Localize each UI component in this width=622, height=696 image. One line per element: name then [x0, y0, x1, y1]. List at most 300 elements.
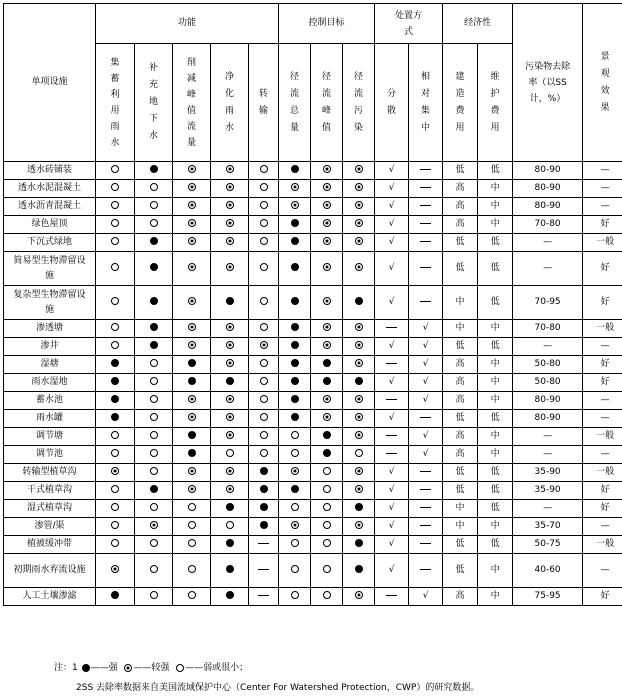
weak-open-circle-icon: [150, 201, 158, 209]
symbol-cell: [135, 554, 173, 588]
symbol-cell: [279, 180, 311, 198]
landscape-cell: 一般: [583, 464, 622, 482]
symbol-cell: [311, 446, 343, 464]
landscape-cell: —: [583, 410, 622, 428]
symbol-cell: [211, 446, 249, 464]
weak-open-circle-icon: [260, 297, 268, 305]
symbol-cell: [211, 286, 249, 320]
symbol-cell: [311, 252, 343, 286]
medium-dotted-circle-icon: [226, 467, 234, 475]
table-row: [4, 482, 622, 500]
medium-dotted-circle-icon: [323, 183, 331, 191]
medium-dotted-circle-icon: [291, 521, 299, 529]
strong-filled-circle-icon: [355, 503, 363, 511]
weak-open-circle-icon: [176, 664, 184, 672]
symbol-cell: [279, 446, 311, 464]
weak-open-circle-icon: [260, 413, 268, 421]
medium-dotted-circle-icon: [355, 467, 363, 475]
symbol-cell: [135, 286, 173, 320]
treatment-cell: [409, 162, 443, 180]
facility-name: 湿塘: [4, 356, 96, 374]
cost-cell: 高: [443, 356, 478, 374]
symbol-cell: [279, 428, 311, 446]
symbol-cell: [311, 588, 343, 606]
strong-filled-circle-icon: [291, 323, 299, 331]
cost-cell: 低: [478, 338, 513, 356]
treatment-cell: [409, 198, 443, 216]
symbol-cell: [279, 536, 311, 554]
medium-dotted-circle-icon: [323, 219, 331, 227]
symbol-cell: [96, 234, 135, 252]
symbol-cell: [173, 216, 211, 234]
symbol-cell: [173, 554, 211, 588]
facility-name: 调节池: [4, 446, 96, 464]
weak-open-circle-icon: [150, 449, 158, 457]
facility-name: 初期雨水弃流设施: [4, 554, 96, 588]
symbol-cell: [135, 410, 173, 428]
symbol-cell: [343, 180, 375, 198]
weak-open-circle-icon: [111, 341, 119, 349]
table-row: [4, 446, 622, 464]
symbol-cell: [173, 180, 211, 198]
landscape-cell: 好: [583, 216, 622, 234]
symbol-cell: [173, 518, 211, 536]
removal-cell: —: [513, 500, 583, 518]
dash: [386, 453, 397, 454]
strong-filled-circle-icon: [82, 664, 90, 672]
symbol-cell: [96, 588, 135, 606]
medium-dotted-circle-icon: [188, 165, 196, 173]
check-mark: √: [422, 376, 429, 387]
weak-open-circle-icon: [291, 503, 299, 511]
landscape-cell: —: [583, 554, 622, 588]
symbol-cell: [249, 252, 279, 286]
medium-dotted-circle-icon: [226, 263, 234, 271]
dash: [420, 507, 431, 508]
symbol-cell: [311, 320, 343, 338]
weak-open-circle-icon: [150, 539, 158, 547]
check-mark: √: [388, 218, 395, 229]
symbol-cell: [279, 162, 311, 180]
weak-open-circle-icon: [323, 565, 331, 573]
check-mark: √: [388, 296, 395, 307]
weak-open-circle-icon: [260, 201, 268, 209]
strong-filled-circle-icon: [291, 165, 299, 173]
weak-open-circle-icon: [111, 263, 119, 271]
strong-filled-circle-icon: [291, 413, 299, 421]
dash: [386, 399, 397, 400]
treatment-cell: [409, 482, 443, 500]
cost-cell: 中: [443, 518, 478, 536]
table-row: [4, 320, 622, 338]
symbol-cell: [311, 216, 343, 234]
facility-name: 复杂型生物滞留设施: [4, 286, 96, 320]
symbol-cell: [249, 198, 279, 216]
facility-name: 透水水泥混凝土: [4, 180, 96, 198]
strong-filled-circle-icon: [111, 377, 119, 385]
symbol-cell: [96, 518, 135, 536]
medium-dotted-circle-icon: [226, 341, 234, 349]
treatment-cell: [409, 428, 443, 446]
table-row: [4, 198, 622, 216]
treatment-cell: [409, 446, 443, 464]
treatment-cell: [375, 410, 409, 428]
weak-open-circle-icon: [150, 359, 158, 367]
symbol-cell: [135, 464, 173, 482]
strong-filled-circle-icon: [291, 219, 299, 227]
symbol-cell: [279, 588, 311, 606]
treatment-cell: [375, 536, 409, 554]
subheader-11: 维护费用: [478, 44, 513, 162]
treatment-cell: [409, 536, 443, 554]
table-row: [4, 588, 622, 606]
strong-filled-circle-icon: [226, 377, 234, 385]
removal-cell: 70-80: [513, 320, 583, 338]
medium-dotted-circle-icon: [226, 183, 234, 191]
check-mark: √: [388, 564, 395, 575]
weak-open-circle-icon: [291, 565, 299, 573]
removal-cell: 80-90: [513, 198, 583, 216]
medium-dotted-circle-icon: [111, 467, 119, 475]
treatment-cell: [375, 320, 409, 338]
strong-filled-circle-icon: [188, 431, 196, 439]
weak-open-circle-icon: [111, 183, 119, 191]
symbol-cell: [249, 356, 279, 374]
landscape-cell: —: [583, 180, 622, 198]
weak-open-circle-icon: [291, 449, 299, 457]
weak-open-circle-icon: [111, 201, 119, 209]
table-row: [4, 410, 622, 428]
symbol-cell: [343, 588, 375, 606]
symbol-cell: [279, 374, 311, 392]
landscape-cell: —: [583, 198, 622, 216]
medium-dotted-circle-icon: [291, 467, 299, 475]
weak-open-circle-icon: [150, 591, 158, 599]
removal-cell: 80-90: [513, 392, 583, 410]
removal-cell: 40-60: [513, 554, 583, 588]
symbol-cell: [279, 554, 311, 588]
strong-filled-circle-icon: [150, 323, 158, 331]
symbol-cell: [96, 428, 135, 446]
weak-open-circle-icon: [150, 431, 158, 439]
symbol-cell: [279, 356, 311, 374]
cost-cell: 中: [478, 180, 513, 198]
treatment-cell: [375, 518, 409, 536]
symbol-cell: [279, 216, 311, 234]
medium-dotted-circle-icon: [355, 591, 363, 599]
weak-open-circle-icon: [150, 377, 158, 385]
strong-filled-circle-icon: [323, 359, 331, 367]
symbol-cell: [249, 216, 279, 234]
facility-name: 调节塘: [4, 428, 96, 446]
check-mark: √: [388, 538, 395, 549]
symbol-cell: [249, 554, 279, 588]
symbol-cell: [173, 234, 211, 252]
medium-dotted-circle-icon: [188, 395, 196, 403]
weak-open-circle-icon: [323, 539, 331, 547]
strong-filled-circle-icon: [291, 263, 299, 271]
treatment-cell: [409, 180, 443, 198]
cost-cell: 中: [478, 518, 513, 536]
strong-filled-circle-icon: [188, 377, 196, 385]
weak-open-circle-icon: [260, 377, 268, 385]
treatment-cell: [409, 588, 443, 606]
symbol-cell: [249, 536, 279, 554]
medium-dotted-circle-icon: [188, 263, 196, 271]
weak-open-circle-icon: [260, 263, 268, 271]
facility-name: 渗透塘: [4, 320, 96, 338]
dash: [386, 363, 397, 364]
table-row: [4, 234, 622, 252]
symbol-cell: [343, 500, 375, 518]
medium-dotted-circle-icon: [323, 395, 331, 403]
symbol-cell: [96, 338, 135, 356]
facility-name: 渗管/渠: [4, 518, 96, 536]
symbol-cell: [249, 410, 279, 428]
table-row: [4, 180, 622, 198]
cost-cell: 低: [443, 162, 478, 180]
cost-cell: 中: [443, 286, 478, 320]
cost-cell: 低: [443, 482, 478, 500]
subheader-3: 净化雨水: [211, 44, 249, 162]
strong-filled-circle-icon: [226, 565, 234, 573]
symbol-cell: [311, 162, 343, 180]
removal-cell: 70-95: [513, 286, 583, 320]
medium-dotted-circle-icon: [188, 297, 196, 305]
treatment-cell: [375, 464, 409, 482]
check-mark: √: [388, 376, 395, 387]
strong-filled-circle-icon: [226, 297, 234, 305]
symbol-cell: [311, 392, 343, 410]
weak-open-circle-icon: [260, 237, 268, 245]
cost-cell: 低: [478, 482, 513, 500]
symbol-cell: [279, 234, 311, 252]
symbol-cell: [249, 482, 279, 500]
weak-open-circle-icon: [150, 467, 158, 475]
symbol-cell: [343, 234, 375, 252]
table-row: [4, 536, 622, 554]
symbol-cell: [211, 234, 249, 252]
symbol-cell: [135, 198, 173, 216]
check-mark: √: [388, 340, 395, 351]
facility-name: 透水砖铺装: [4, 162, 96, 180]
landscape-cell: —: [583, 446, 622, 464]
dash: [420, 301, 431, 302]
symbol-cell: [311, 554, 343, 588]
weak-open-circle-icon: [111, 323, 119, 331]
weak-open-circle-icon: [260, 431, 268, 439]
cost-cell: 中: [478, 198, 513, 216]
facility-name: 植被缓冲带: [4, 536, 96, 554]
dash: [420, 569, 431, 570]
table-row: [4, 252, 622, 286]
symbol-cell: [96, 554, 135, 588]
removal-cell: —: [513, 234, 583, 252]
cost-cell: 低: [443, 410, 478, 428]
landscape-cell: 好: [583, 252, 622, 286]
symbol-cell: [96, 198, 135, 216]
medium-dotted-circle-icon: [323, 413, 331, 421]
weak-open-circle-icon: [188, 565, 196, 573]
symbol-cell: [173, 392, 211, 410]
cost-cell: 中: [478, 588, 513, 606]
cost-cell: 中: [478, 446, 513, 464]
symbol-cell: [96, 536, 135, 554]
cost-cell: 低: [478, 286, 513, 320]
weak-open-circle-icon: [111, 165, 119, 173]
weak-open-circle-icon: [111, 237, 119, 245]
symbol-cell: [135, 162, 173, 180]
weak-open-circle-icon: [111, 297, 119, 305]
facility-name: 简易型生物滞留设施: [4, 252, 96, 286]
symbol-cell: [135, 428, 173, 446]
weak-open-circle-icon: [188, 521, 196, 529]
symbol-cell: [135, 588, 173, 606]
medium-dotted-circle-icon: [323, 341, 331, 349]
symbol-cell: [311, 356, 343, 374]
symbol-cell: [343, 482, 375, 500]
symbol-cell: [135, 392, 173, 410]
symbol-cell: [343, 338, 375, 356]
cost-cell: 中: [443, 500, 478, 518]
facility-name: 雨水罐: [4, 410, 96, 428]
cost-cell: 中: [478, 320, 513, 338]
symbol-cell: [135, 446, 173, 464]
medium-dotted-circle-icon: [323, 323, 331, 331]
removal-cell: —: [513, 446, 583, 464]
symbol-cell: [173, 198, 211, 216]
weak-open-circle-icon: [323, 485, 331, 493]
weak-open-circle-icon: [260, 395, 268, 403]
medium-dotted-circle-icon: [323, 165, 331, 173]
symbol-cell: [311, 428, 343, 446]
landscape-cell: 好: [583, 588, 622, 606]
treatment-cell: [375, 374, 409, 392]
symbol-cell: [173, 500, 211, 518]
symbol-cell: [135, 374, 173, 392]
strong-filled-circle-icon: [188, 449, 196, 457]
medium-dotted-circle-icon: [355, 521, 363, 529]
medium-dotted-circle-icon: [323, 263, 331, 271]
removal-cell: 75-95: [513, 588, 583, 606]
table-row: [4, 356, 622, 374]
dash: [420, 187, 431, 188]
check-mark: √: [388, 236, 395, 247]
removal-cell: 35-70: [513, 518, 583, 536]
weak-open-circle-icon: [111, 503, 119, 511]
weak-open-circle-icon: [111, 521, 119, 529]
check-mark: √: [388, 466, 395, 477]
treatment-cell: [409, 518, 443, 536]
removal-cell: 35-90: [513, 482, 583, 500]
dash: [386, 595, 397, 596]
symbol-cell: [96, 162, 135, 180]
symbol-cell: [96, 374, 135, 392]
landscape-cell: 好: [583, 356, 622, 374]
facility-name: 下沉式绿地: [4, 234, 96, 252]
symbol-cell: [211, 518, 249, 536]
treatment-cell: [375, 286, 409, 320]
weak-open-circle-icon: [291, 431, 299, 439]
symbol-cell: [343, 428, 375, 446]
treatment-cell: [375, 500, 409, 518]
symbol-cell: [135, 320, 173, 338]
treatment-cell: [409, 338, 443, 356]
medium-dotted-circle-icon: [355, 359, 363, 367]
weak-open-circle-icon: [260, 219, 268, 227]
medium-dotted-circle-icon: [355, 431, 363, 439]
header-item: 单项设施: [4, 4, 96, 162]
cost-cell: 低: [478, 252, 513, 286]
symbol-cell: [96, 410, 135, 428]
strong-filled-circle-icon: [291, 377, 299, 385]
dash: [258, 595, 269, 596]
lid-facility-table: [3, 3, 622, 606]
check-mark: √: [388, 164, 395, 175]
symbol-cell: [311, 482, 343, 500]
symbol-cell: [173, 252, 211, 286]
strong-filled-circle-icon: [355, 565, 363, 573]
symbol-cell: [211, 374, 249, 392]
symbol-cell: [279, 198, 311, 216]
symbol-cell: [211, 588, 249, 606]
treatment-cell: [375, 588, 409, 606]
symbol-cell: [249, 428, 279, 446]
treatment-cell: [409, 286, 443, 320]
table-row: [4, 286, 622, 320]
removal-cell: —: [513, 428, 583, 446]
medium-dotted-circle-icon: [323, 237, 331, 245]
treatment-cell: [375, 252, 409, 286]
medium-dotted-circle-icon: [355, 395, 363, 403]
symbol-cell: [311, 410, 343, 428]
cost-cell: 高: [443, 374, 478, 392]
medium-dotted-circle-icon: [188, 219, 196, 227]
check-mark: √: [422, 358, 429, 369]
medium-dotted-circle-icon: [188, 341, 196, 349]
weak-open-circle-icon: [260, 165, 268, 173]
medium-dotted-circle-icon: [291, 201, 299, 209]
medium-dotted-circle-icon: [355, 201, 363, 209]
dash: [420, 543, 431, 544]
strong-filled-circle-icon: [291, 485, 299, 493]
medium-dotted-circle-icon: [355, 323, 363, 331]
medium-dotted-circle-icon: [226, 201, 234, 209]
strong-filled-circle-icon: [150, 297, 158, 305]
symbol-cell: [249, 588, 279, 606]
removal-cell: 80-90: [513, 180, 583, 198]
check-mark: √: [388, 520, 395, 531]
cost-cell: 低: [443, 234, 478, 252]
symbol-cell: [173, 446, 211, 464]
facility-name: 渗井: [4, 338, 96, 356]
symbol-cell: [211, 320, 249, 338]
medium-dotted-circle-icon: [188, 467, 196, 475]
weak-open-circle-icon: [150, 183, 158, 191]
facility-name: 雨水湿地: [4, 374, 96, 392]
strong-filled-circle-icon: [260, 503, 268, 511]
strong-filled-circle-icon: [355, 377, 363, 385]
cost-cell: 高: [443, 392, 478, 410]
medium-dotted-circle-icon: [323, 297, 331, 305]
dash: [420, 417, 431, 418]
treatment-cell: [375, 356, 409, 374]
treatment-cell: [409, 410, 443, 428]
removal-cell: —: [513, 338, 583, 356]
treatment-cell: [409, 374, 443, 392]
weak-open-circle-icon: [260, 183, 268, 191]
symbol-cell: [135, 500, 173, 518]
